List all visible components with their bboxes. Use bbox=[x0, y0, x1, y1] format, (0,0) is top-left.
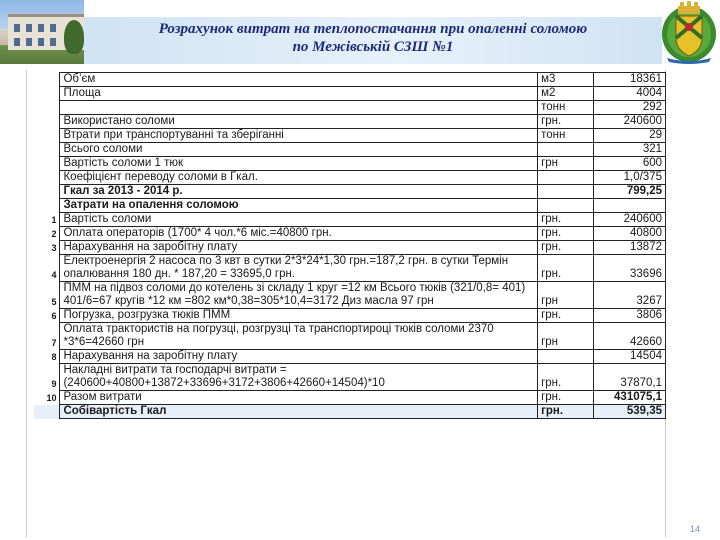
window bbox=[14, 38, 20, 46]
table-row: Гкал за 2013 - 2014 р. 799,25 bbox=[34, 185, 666, 199]
title-line-2: по Межівській СЗШ №1 bbox=[292, 39, 454, 55]
tree bbox=[64, 20, 84, 54]
window bbox=[26, 24, 32, 32]
title-line-1: Розрахунок витрат на теплопостачання при опаленні соломою bbox=[158, 21, 588, 37]
table-row: Собівартість Гкал грн. 539,35 bbox=[34, 405, 666, 419]
window bbox=[38, 38, 44, 46]
cost-table bbox=[34, 72, 666, 419]
table-row: Площа м2 4004 bbox=[34, 87, 666, 101]
window bbox=[14, 24, 20, 32]
table-row: Коефіцієнт переводу соломи в Гкал. 1,0/375 bbox=[34, 171, 666, 185]
table-row: 9 Накладні витрати та господарчі витрати = (240600+40800+13872+33696+3172+3806+42660+14504)*10 грн. 37870,1 bbox=[34, 364, 666, 391]
table-row: Використано соломи грн. 240600 bbox=[34, 115, 666, 129]
table-row: 4 Електроенергія 2 насоса по 3 квт в сутки 2*3*24*1,30 грн.=187,2 грн. в сутки Термін опалювання 180 дн. * 187,20 = 33695,0 грн. грн. 33696 bbox=[34, 255, 666, 282]
window bbox=[38, 24, 44, 32]
school-photo bbox=[0, 0, 84, 64]
table-row: Об’єм м3 18361 bbox=[34, 73, 666, 87]
table-row: тонн 292 bbox=[34, 101, 666, 115]
table-row: 5 ПММ на підвоз соломи до котелень зі складу 1 круг =12 км Всього тюків (321/0,8= 401) 401/6=67 кругів *12 км =802 км*0,38=305*10,4=3172 Диз масла 97 грн грн 3267 bbox=[34, 282, 666, 309]
table-row: 7 Оплата трактористів на погрузці, розгрузці та транспортироці тюків соломи 2370 *3*6=42660 грн грн 42660 bbox=[34, 323, 666, 350]
table-row: Втрати при транспортуванні та зберіганні тонн 29 bbox=[34, 129, 666, 143]
table-row: 8 Нарахування на заробітну плату 14504 bbox=[34, 350, 666, 364]
slide-title bbox=[84, 20, 662, 56]
table-row: 2 Оплата операторів (1700* 4 чол.*6 міс.=40800 грн. грн. 40800 bbox=[34, 227, 666, 241]
table-row: Всього соломи 321 bbox=[34, 143, 666, 157]
page-number: 14 bbox=[690, 524, 701, 534]
table-row: Вартість соломи 1 тюк грн 600 bbox=[34, 157, 666, 171]
coat-of-arms-icon bbox=[659, 0, 720, 64]
table-row: 10 Разом витрати грн. 431075,1 bbox=[34, 391, 666, 405]
window bbox=[26, 38, 32, 46]
table-row: Затрати на опалення соломою bbox=[34, 199, 666, 213]
table-row: 1 Вартість соломи грн. 240600 bbox=[34, 213, 666, 227]
window bbox=[50, 38, 56, 46]
table-row: 3 Нарахування на заробітну плату грн. 13872 bbox=[34, 241, 666, 255]
window bbox=[50, 24, 56, 32]
table-row: 6 Погрузка, розгрузка тюків ПММ грн. 3806 bbox=[34, 309, 666, 323]
